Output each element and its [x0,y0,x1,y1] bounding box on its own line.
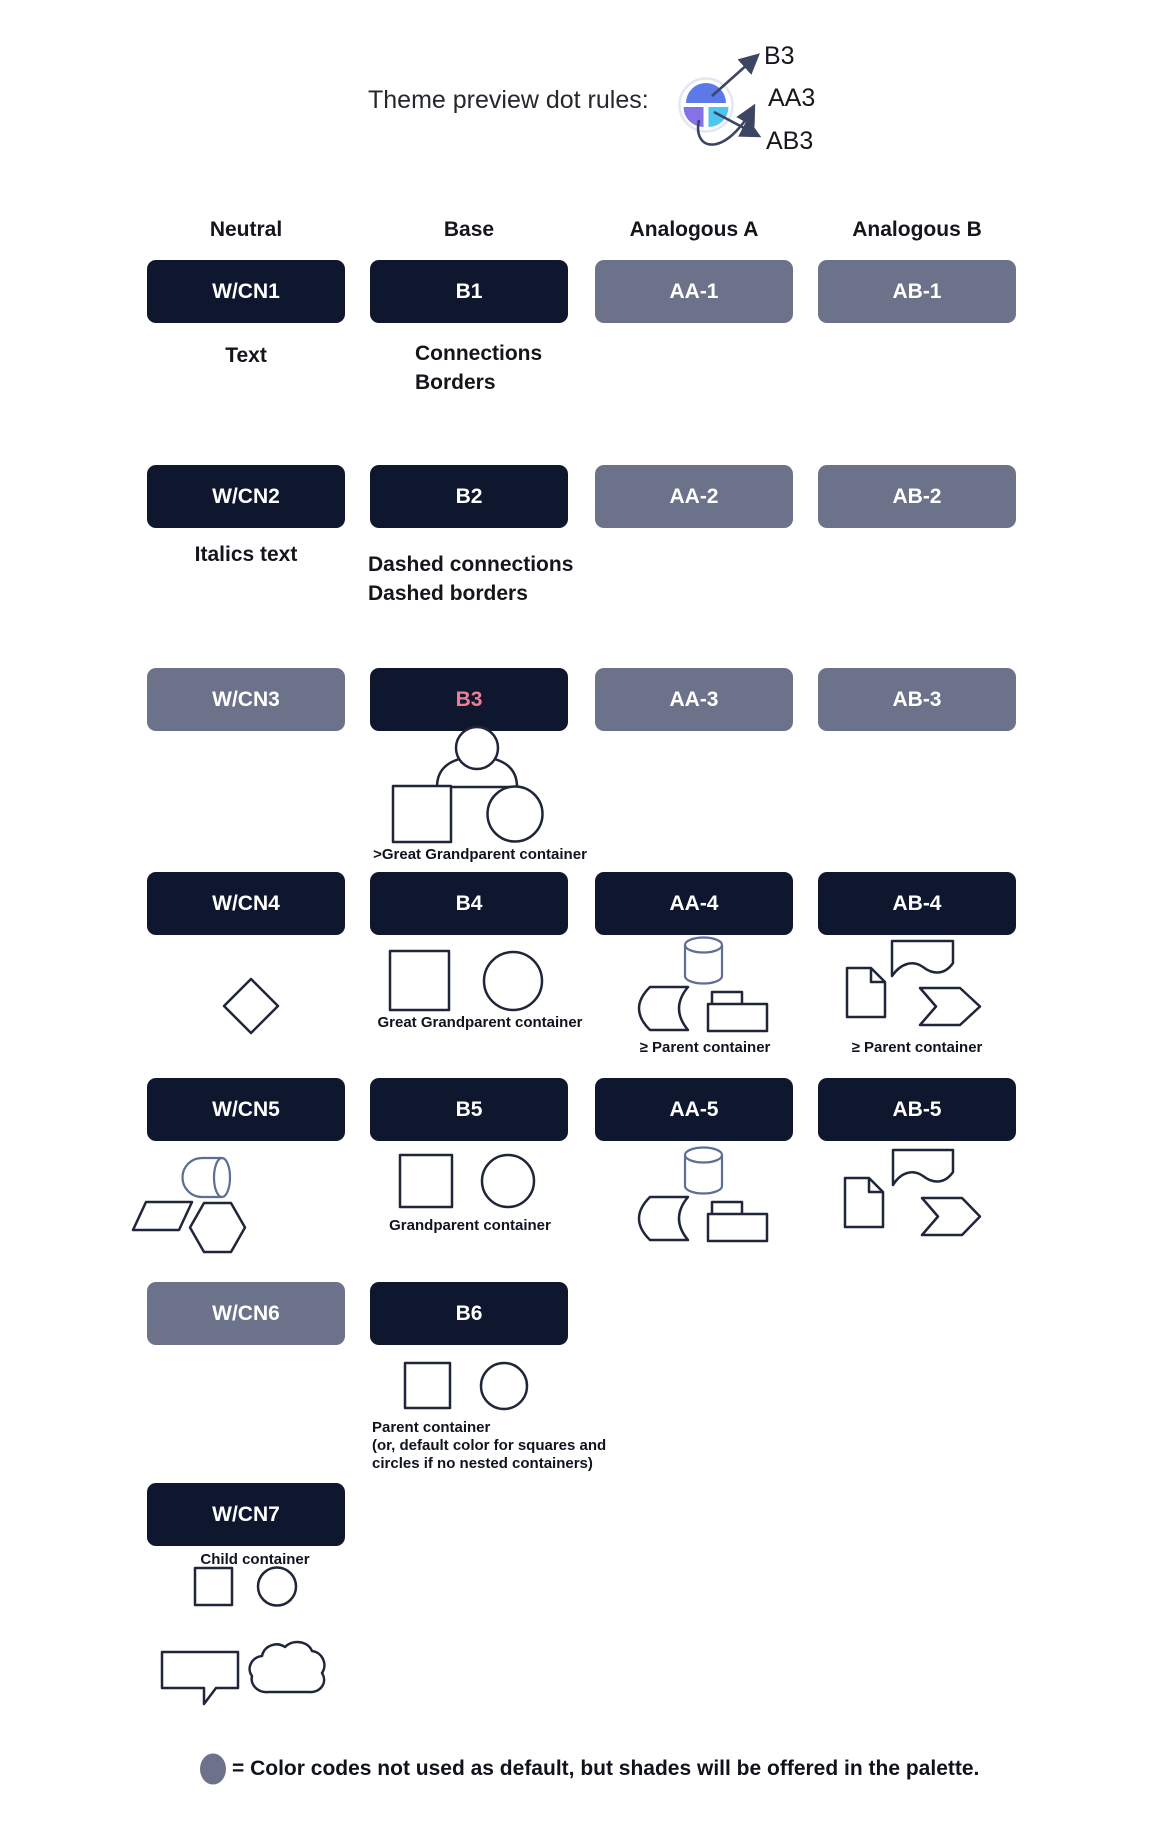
cylinder-top-icon [685,1148,722,1163]
b3-shape-group [380,720,560,855]
swatch-wcn5: W/CN5 [147,1078,345,1141]
column-header-analogous-a: Analogous A [629,218,759,241]
arrow-to-b3 [712,55,758,96]
wavy-document-icon [892,941,953,976]
swatch-wcn4: W/CN4 [147,872,345,935]
diamond-icon [224,979,278,1033]
speech-bubble-icon [162,1652,238,1704]
aa5-shape-group [625,1140,780,1250]
wcn7-shape-group [185,1560,305,1612]
column-header-base: Base [443,218,495,241]
swatch-b5: B5 [370,1078,568,1141]
label-parent-container-note-2: circles if no nested containers) [372,1455,593,1472]
dot-label-ab3: AB3 [766,127,814,155]
swatch-b1: B1 [370,260,568,323]
label-child-container: Child container [200,1551,310,1568]
note-italics-text: Italics text [194,543,298,566]
ab5-shape-group [838,1145,988,1240]
swatch-b3: B3 [370,668,568,731]
cylinder-top-icon [685,938,722,953]
label-parent-container: Parent container [372,1419,491,1436]
wcn5-shape-group [125,1150,255,1260]
aa4-shape-group [625,930,780,1035]
b5-shape-group [390,1148,550,1214]
swatch-b2: B2 [370,465,568,528]
label-grandparent-container: Grandparent container [389,1217,551,1234]
swatch-aa5: AA-5 [595,1078,793,1141]
swatch-aa2: AA-2 [595,465,793,528]
b4-shape-group [380,945,555,1017]
wcn4-shape-group [215,970,290,1045]
label-aa-parent-container: ≥ Parent container [639,1039,771,1056]
person-head-icon [456,727,498,769]
column-header-neutral: Neutral [209,218,283,241]
note-connections: Connections [415,342,543,365]
chevron-icon [920,988,980,1025]
swatch-b4: B4 [370,872,568,935]
wcn7-misc-shape-group [150,1633,340,1711]
legend-dot-icon [200,1754,226,1785]
swatch-ab2: AB-2 [818,465,1016,528]
swatch-wcn1: W/CN1 [147,260,345,323]
square-icon [195,1568,232,1605]
ab4-shape-group [840,935,990,1030]
swatch-wcn7: W/CN7 [147,1483,345,1546]
swatch-aa3: AA-3 [595,668,793,731]
swatch-aa1: AA-1 [595,260,793,323]
stored-data-icon [639,1197,688,1240]
circle-icon [258,1568,296,1606]
hexagon-icon [190,1203,245,1252]
swatch-wcn3: W/CN3 [147,668,345,731]
chevron-icon [922,1198,980,1235]
swatch-ab3: AB-3 [818,668,1016,731]
note-dashed-borders: Dashed borders [368,582,528,605]
swatch-wcn2: W/CN2 [147,465,345,528]
swatch-ab5: AB-5 [818,1078,1016,1141]
legend-text: = Color codes not used as default, but shades will be offered in the palette. [232,1757,980,1780]
label-parent-container-note-1: (or, default color for squares and [372,1437,607,1454]
document-icon [847,968,885,1017]
dot-segment-base [686,83,726,103]
cloud-icon [250,1642,325,1692]
label-great-grandparent: Great Grandparent container [377,1014,583,1031]
swatch-wcn6: W/CN6 [147,1282,345,1345]
note-dashed-connections: Dashed connections [368,553,574,576]
note-borders: Borders [415,371,496,394]
swatch-b6: B6 [370,1282,568,1345]
note-text: Text [225,344,267,367]
label-great-grandparent-gt: >Great Grandparent container [373,846,587,863]
legend-dot-group [197,1751,231,1787]
swatch-aa4: AA-4 [595,872,793,935]
square-icon [405,1363,450,1408]
horizontal-cylinder-end-icon [214,1158,230,1197]
square-icon [400,1155,452,1207]
b6-shape-group [395,1356,540,1416]
parallelogram-icon [133,1202,192,1230]
folder-icon [708,1214,767,1241]
label-ab-parent-container: ≥ Parent container [851,1039,983,1056]
circle-icon [484,952,542,1010]
page-title: Theme preview dot rules: [368,86,649,114]
circle-icon [482,1155,534,1207]
square-icon [393,786,451,842]
dot-label-aa3: AA3 [768,84,816,112]
column-header-analogous-b: Analogous B [852,218,982,241]
document-icon [845,1178,883,1227]
circle-icon [481,1363,527,1409]
circle-icon [488,787,543,842]
square-icon [390,951,449,1010]
dot-label-b3: B3 [764,42,795,70]
folder-icon [708,1004,767,1031]
swatch-ab4: AB-4 [818,872,1016,935]
wavy-document-icon [893,1150,953,1185]
stored-data-icon [639,987,688,1030]
swatch-ab1: AB-1 [818,260,1016,323]
